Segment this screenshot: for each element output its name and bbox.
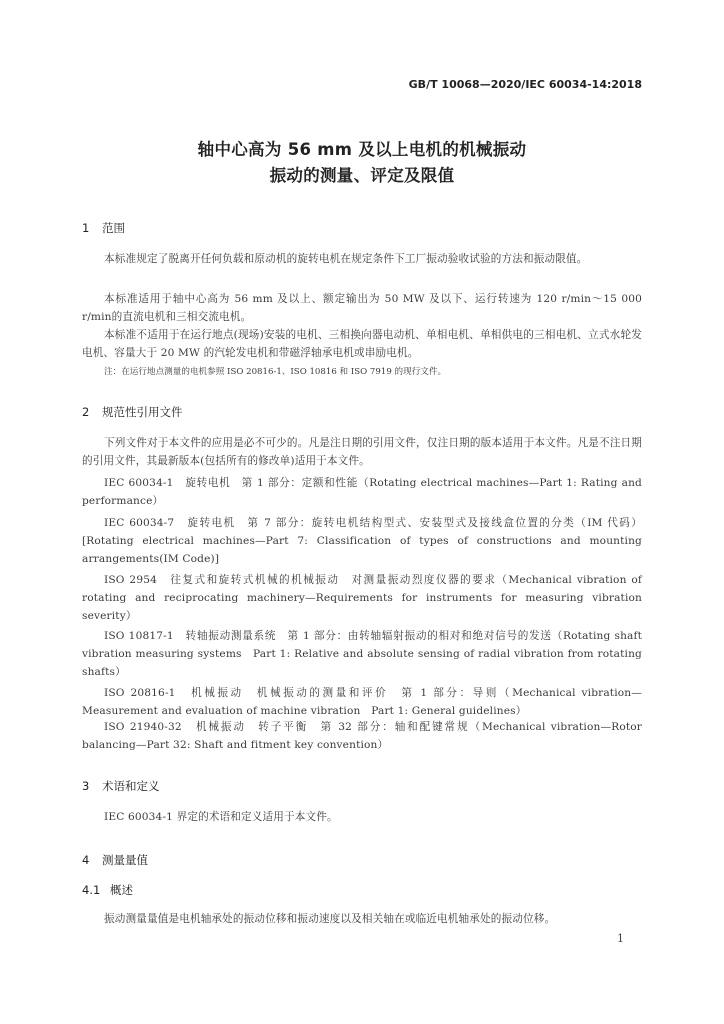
- scope-paragraph-3: 本标准不适用于在运行地点(现场)安装的电机、三相换向器电动机、单相电机、单相供电的三相电机、立式水轮发电机、容量大于 20 MW 的汽轮发电机和带磁浮轴承电机或串励电机。: [82, 329, 642, 359]
- section-title: 测量量值: [102, 853, 148, 867]
- section-number: 1: [82, 221, 90, 235]
- document-title-line-1: 轴中心高为 56 mm 及以上电机的机械振动: [197, 140, 527, 159]
- reference-item: ISO 10817-1 转轴振动测量系统 第 1 部分：由转轴辐射振动的相对和绝对信号的发送（Rotating shaft vibration measuring systems Part 1: Relative and absolute sensing of radial vibration from rotating shafts）: [82, 630, 642, 678]
- reference-item: ISO 21940-32 机械振动 转子平衡 第 32 部分：轴和配键常规（Mechanical vibration—Rotor balancing—Part 32: Shaft and fitment key convention）: [82, 721, 642, 751]
- section-heading-scope: [82, 220, 125, 236]
- section-heading-terms: [82, 778, 160, 794]
- section-heading-references: [82, 404, 183, 420]
- section-number: 4: [82, 853, 90, 867]
- overview-paragraph: 振动测量量值是电机轴承处的振动位移和振动速度以及相关轴在或临近电机轴承处的振动位移。: [104, 913, 556, 925]
- reference-item: IEC 60034-1 旋转电机 第 1 部分：定额和性能（Rotating electrical machines—Part 1: Rating and performance）: [82, 477, 642, 507]
- subsection-heading-overview: [82, 882, 133, 898]
- section-heading-measurement: [82, 852, 148, 868]
- section-title: 范围: [102, 221, 125, 235]
- section-title: 概述: [110, 883, 133, 897]
- section-number: 2: [82, 405, 90, 419]
- reference-item: ISO 2954 往复式和旋转式机械的机械振动 对测量振动烈度仪器的要求（Mechanical vibration of rotating and reciprocating machinery—Requirements for instruments for measuring vibration severity）: [82, 574, 642, 622]
- scope-note: 注：在运行地点测量的电机参照 ISO 20816-1、ISO 10816 和 ISO 7919 的现行文件。: [104, 367, 447, 377]
- section-title: 规范性引用文件: [102, 405, 183, 419]
- section-number: 4.1: [82, 883, 101, 897]
- reference-item: ISO 20816-1 机械振动 机械振动的测量和评价 第 1 部分：导则（Mechanical vibration—Measurement and evaluation of machine vibration Part 1: General guidelines）: [82, 687, 642, 717]
- scope-paragraph-2: 本标准适用于轴中心高为 56 mm 及以上、额定输出为 50 MW 及以下、运行转速为 120 r/min～15 000 r/min的直流电机和三相交流电机。: [82, 293, 642, 323]
- reference-item: IEC 60034-7 旋转电机 第 7 部分：旋转电机结构型式、安装型式及接线盒位置的分类（IM 代码）[Rotating electrical machines—Part 7: Classification of types of constructions and mounting arrangements(IM Code)]: [82, 517, 642, 565]
- references-intro: 下列文件对于本文件的应用是必不可少的。凡是注日期的引用文件，仅注日期的版本适用于本文件。凡是不注日期的引用文件，其最新版本(包括所有的修改单)适用于本文件。: [82, 437, 642, 467]
- page-number: 1: [617, 932, 624, 945]
- terms-paragraph: IEC 60034-1 界定的术语和定义适用于本文件。: [104, 811, 338, 823]
- section-number: 3: [82, 779, 90, 793]
- document-title-line-2: 振动的测量、评定及限值: [269, 166, 455, 185]
- standard-code: GB/T 10068—2020/IEC 60034-14:2018: [408, 78, 642, 91]
- section-title: 术语和定义: [102, 779, 160, 793]
- scope-paragraph-1: 本标准规定了脱离开任何负载和原动机的旋转电机在规定条件下工厂振动验收试验的方法和振动限值。: [104, 253, 588, 265]
